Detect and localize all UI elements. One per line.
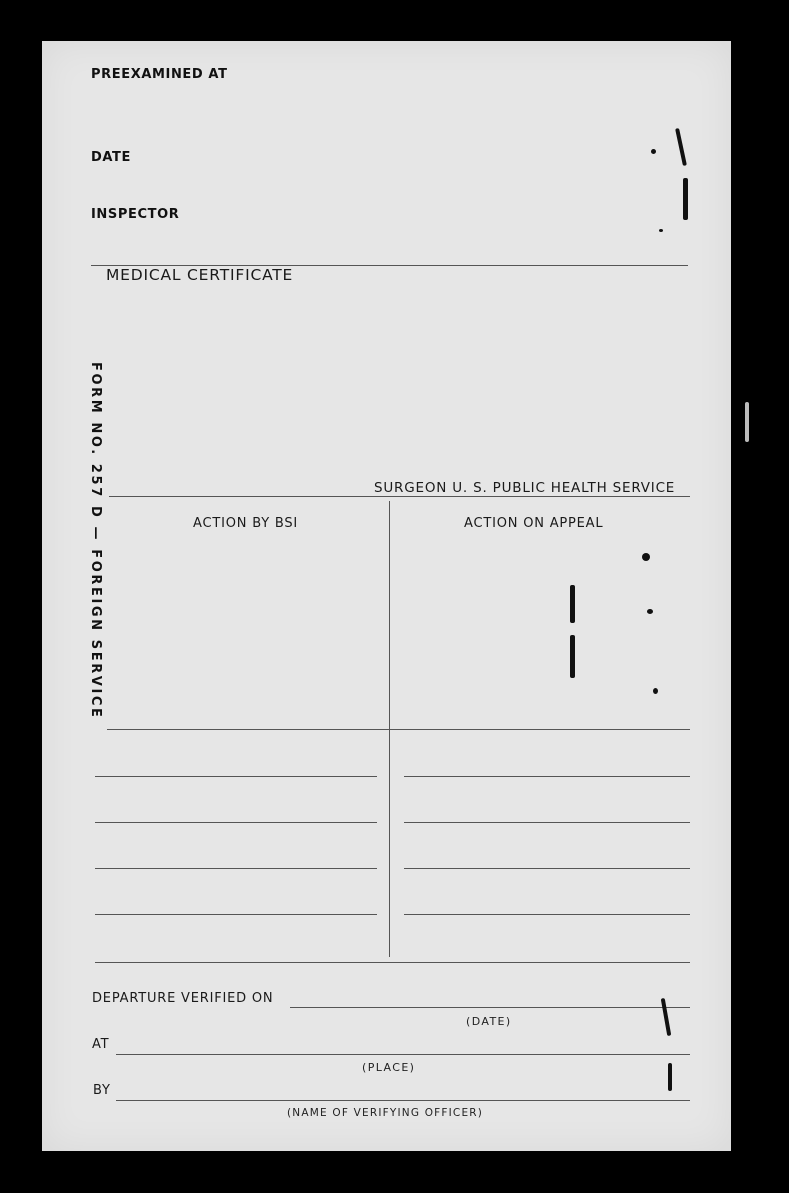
scan-mark [683, 178, 688, 220]
by-label: BY [93, 1083, 111, 1098]
bsi-entry-line [95, 776, 377, 777]
scan-mark [642, 553, 650, 561]
date-caption: (DATE) [466, 1015, 512, 1028]
place-caption: (PLACE) [362, 1061, 416, 1074]
action-by-bsi-heading: ACTION BY BSI [193, 516, 299, 531]
action-on-appeal-heading: ACTION ON APPEAL [464, 516, 604, 531]
surgeon-signature-line [109, 496, 690, 497]
scan-mark [647, 609, 653, 614]
departure-verified-label: DEPARTURE VERIFIED ON [92, 991, 274, 1006]
section-divider [95, 962, 690, 963]
scan-mark [659, 229, 663, 232]
appeal-entry-line [404, 868, 690, 869]
scan-mark [570, 585, 575, 623]
preexamined-at-label: PREEXAMINED AT [91, 67, 228, 82]
action-box-bottom-line [107, 729, 690, 730]
appeal-entry-line [404, 776, 690, 777]
at-label: AT [92, 1037, 110, 1052]
appeal-entry-line [404, 822, 690, 823]
scan-mark [651, 149, 656, 154]
scan-mark [570, 635, 575, 678]
surgeon-signature-caption: SURGEON U. S. PUBLIC HEALTH SERVICE [374, 480, 676, 496]
inspector-label: INSPECTOR [91, 207, 180, 222]
medical-certificate-title: MEDICAL CERTIFICATE [106, 266, 294, 284]
officer-line [116, 1100, 690, 1101]
officer-caption: (NAME OF VERIFYING OFFICER) [287, 1107, 484, 1119]
form-number-vertical: FORM NO. 257 D — FOREIGN SERVICE [88, 362, 103, 720]
bsi-entry-line [95, 914, 377, 915]
place-line [116, 1054, 690, 1055]
scan-mark [668, 1063, 672, 1091]
bsi-entry-line [95, 868, 377, 869]
scan-mark [745, 402, 749, 442]
scan-mark [653, 688, 658, 694]
appeal-entry-line [404, 914, 690, 915]
bsi-entry-line [95, 822, 377, 823]
date-label: DATE [91, 150, 131, 165]
departure-date-line [290, 1007, 690, 1008]
